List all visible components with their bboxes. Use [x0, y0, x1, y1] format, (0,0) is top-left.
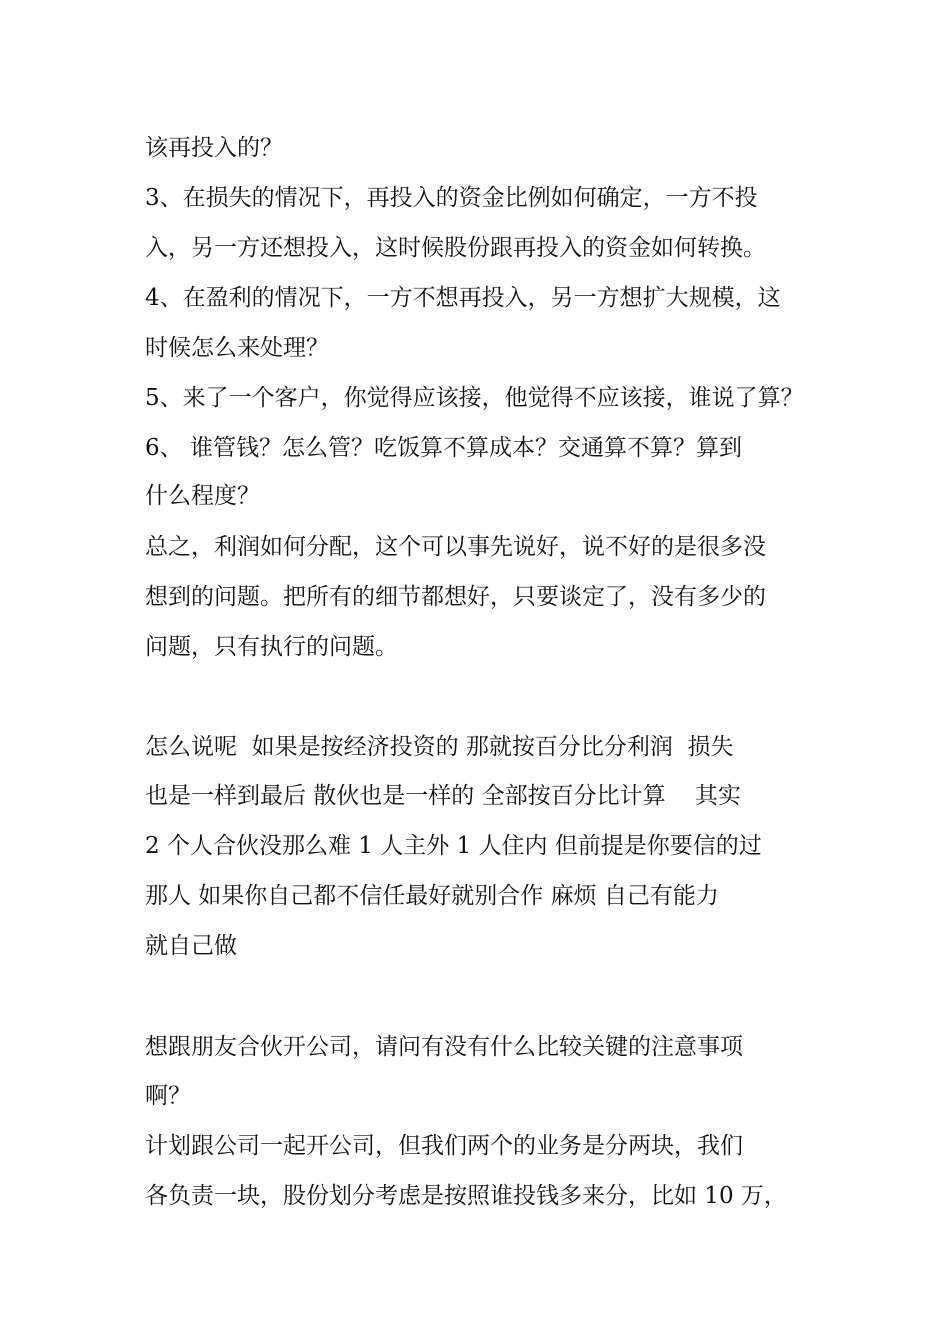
text-line: 时候怎么来处理？ [145, 335, 329, 361]
text-line: 总之，利润如何分配，这个可以事先说好，说不好的是很多没 [145, 534, 766, 560]
text-line: 入，另一方还想投入，这时候股份跟再投入的资金如何转换。 [145, 235, 766, 261]
text-line: 什么程度？ [145, 483, 260, 509]
text-line: 怎么说呢 如果是按经济投资的 那就按百分比分利润 损失 [145, 734, 734, 760]
text-line: 各负责一块，股份划分考虑是按照谁投钱多来分，比如 10 万， [145, 1183, 787, 1209]
text-line: 问题，只有执行的问题。 [145, 634, 398, 660]
text-line: 也是一样到最后 散伙也是一样的 全部按百分比计算 其实 [145, 783, 741, 809]
text-line: 就自己做 [145, 933, 237, 959]
text-line: 该再投入的？ [145, 135, 283, 161]
text-line: 5、来了一个客户，你觉得应该接，他觉得不应该接，谁说了算？ [145, 385, 804, 411]
text-line: 4、在盈利的情况下，一方不想再投入，另一方想扩大规模，这 [145, 285, 781, 311]
text-line: 想到的问题。把所有的细节都想好，只要谈定了，没有多少的 [145, 584, 766, 610]
text-line: 啊？ [145, 1083, 191, 1109]
text-line: 想跟朋友合伙开公司，请问有没有什么比较关键的注意事项 [145, 1034, 743, 1060]
text-line: 计划跟公司一起开公司，但我们两个的业务是分两块，我们 [145, 1133, 743, 1159]
text-line: 那人 如果你自己都不信任最好就别合作 麻烦 自己有能力 [145, 883, 719, 909]
text-line: 6、 谁管钱？怎么管？吃饭算不算成本？交通算不算？算到 [145, 435, 742, 461]
text-line: 3、在损失的情况下，再投入的资金比例如何确定，一方不投 [145, 185, 758, 211]
text-line: 2 个人合伙没那么难 1 人主外 1 人住内 但前提是你要信的过 [145, 833, 762, 859]
